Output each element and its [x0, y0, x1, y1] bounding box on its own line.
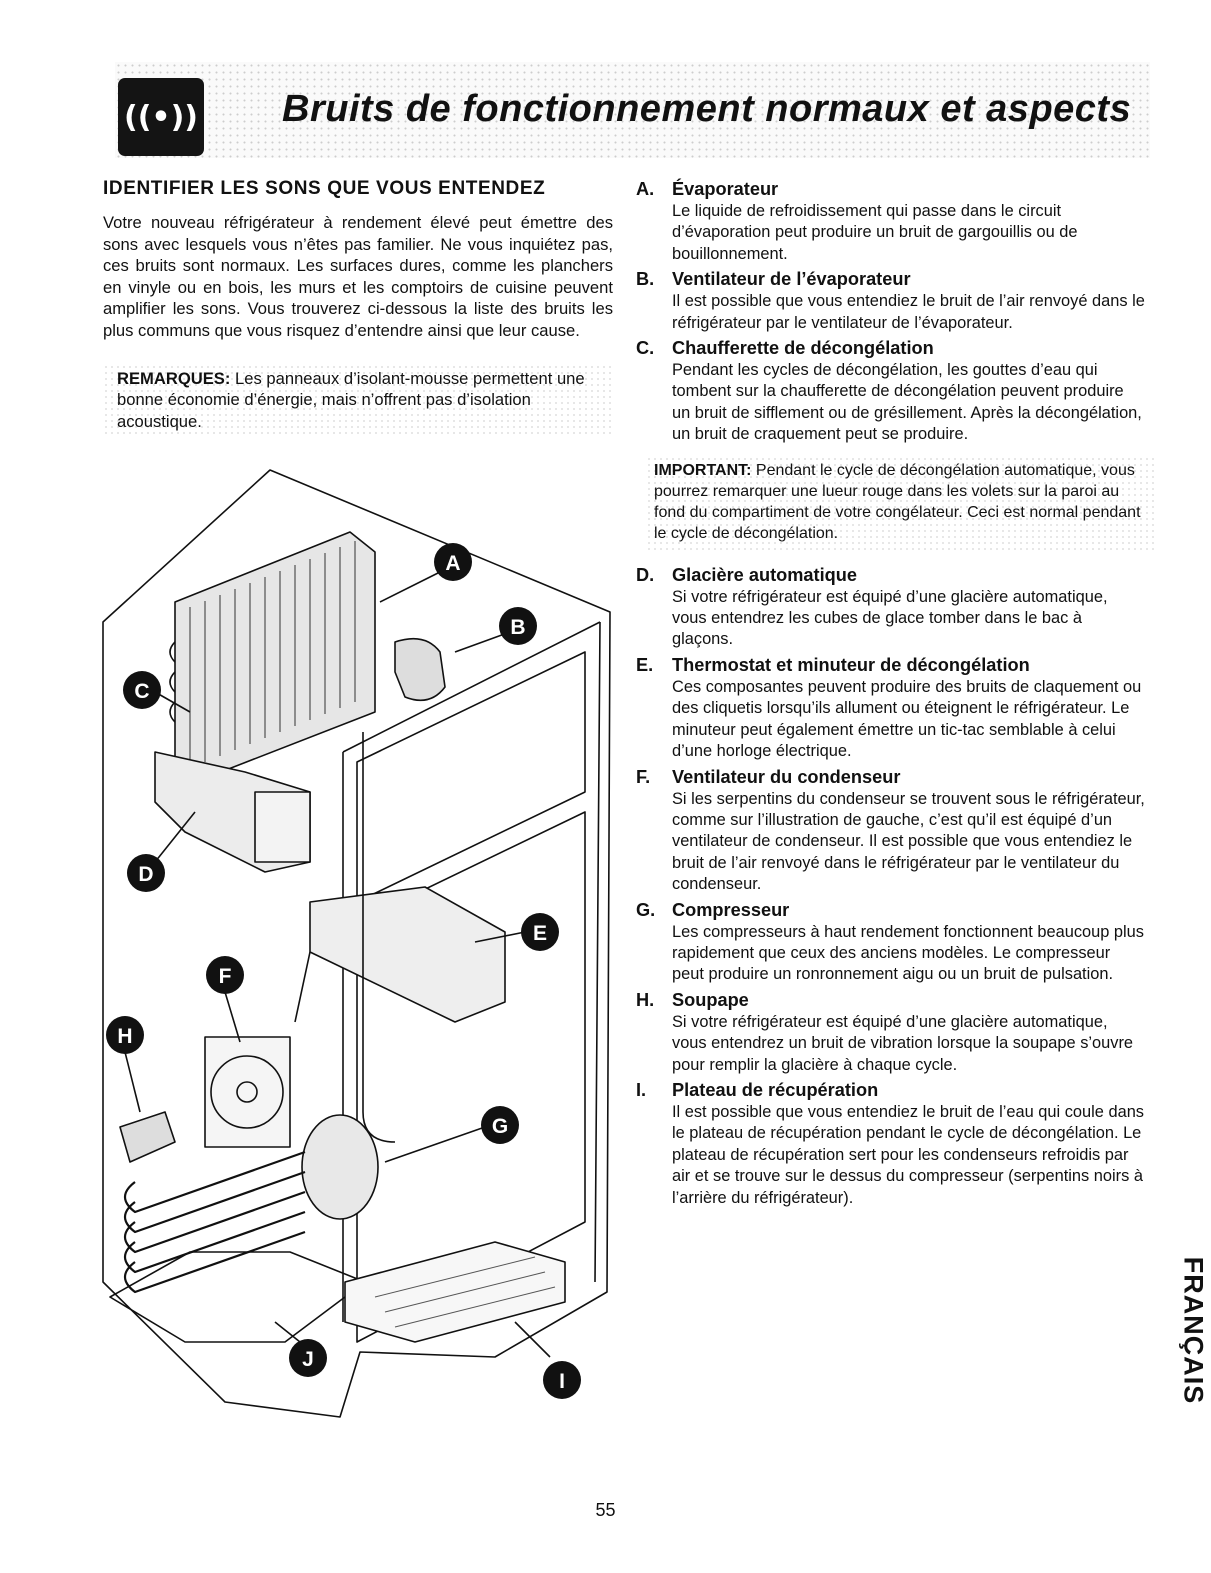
entry-text: Il est possible que vous entendiez le bruit de l’eau qui coule dans le plateau de récupération pendant le cycle de décongélation. Le plateau de récupération sert pour les condenseurs refroidis par air et se trouve sur le dessus du compresseur (serpentins noirs à l’arrière du réfrigérateur).	[672, 1102, 1144, 1207]
leader-a	[380, 572, 440, 602]
callout-j	[289, 1339, 327, 1377]
important-text: Pendant le cycle de décongélation automatique, vous pourrez remarquer une lueur rouge dans les volets sur la paroi au fond du compartiment de votre congélateur. Ceci est normal pendant le cycle de décongélation.	[654, 461, 1141, 542]
intro-paragraph: Votre nouveau réfrigérateur à rendement élevé peut émettre des sons avec lesquels vous n’êtes pas familier. Ne vous inquiétez pas, ces bruits sont normaux. Les surfaces dures, comme les planchers en vinyle ou en bois, les murs et les comptoirs de cuisine peuvent amplifier les sons. Vous trouverez ci-dessous la liste des bruits les plus communs que vous risquez d’entendre ainsi que leur cause.	[103, 213, 613, 340]
right-column	[636, 178, 1146, 1212]
entry-ice-maker	[636, 564, 1146, 651]
entry-text: Si votre réfrigérateur est équipé d’une glacière automatique, vous entendrez un bruit de vibration lorsque la soupape s’ouvre pour remplir la glacière à chaque cycle.	[672, 1012, 1134, 1074]
entry-valve	[636, 989, 1146, 1076]
callout-b	[499, 607, 537, 645]
svg-text:F: F	[218, 965, 232, 988]
entry-evaporator-fan	[636, 268, 1146, 334]
remarks-label: REMARQUES:	[117, 368, 231, 388]
svg-text:B: B	[510, 616, 526, 639]
svg-text:I: I	[559, 1370, 565, 1393]
important-label: IMPORTANT:	[654, 461, 752, 479]
entry-condenser-fan	[636, 766, 1146, 896]
entry-letter: I.	[636, 1079, 647, 1100]
entry-evaporator	[636, 178, 1146, 265]
left-column	[103, 178, 613, 438]
callout-f	[206, 956, 244, 994]
section-heading: IDENTIFIER LES SONS QUE VOUS ENTENDEZ	[103, 178, 546, 199]
leader-j	[275, 1322, 300, 1342]
base-plate	[110, 1252, 365, 1342]
callout-g	[481, 1106, 519, 1144]
entry-letter: C.	[636, 338, 655, 359]
entry-letter: A.	[636, 179, 655, 199]
callout-a	[434, 543, 472, 581]
leader-h	[125, 1052, 140, 1112]
evaporator-fan	[395, 639, 445, 701]
page-number: 55	[595, 1500, 616, 1520]
entry-letter: F.	[636, 766, 651, 787]
entry-thermostat	[636, 654, 1146, 763]
entry-title: Glacière automatique	[672, 564, 857, 585]
entry-text: Si votre réfrigérateur est équipé d’une glacière automatique, vous entendrez les cubes de glace tomber dans le bac à glaçons.	[672, 587, 1108, 649]
drain-pan	[345, 1242, 565, 1342]
entry-letter: G.	[636, 899, 656, 920]
condenser-fan	[205, 1037, 290, 1147]
entry-defrost-heater	[636, 337, 1146, 446]
entry-letter: E.	[636, 654, 654, 675]
entry-title: Chaufferette de décongélation	[672, 338, 934, 359]
compressor	[302, 1115, 378, 1219]
water-valve	[120, 1112, 175, 1162]
entry-text: Il est possible que vous entendiez le bruit de l’air renvoyé dans le réfrigérateur par le ventilateur de l’évaporateur.	[672, 292, 1145, 332]
svg-text:D: D	[138, 863, 154, 886]
entry-letter: D.	[636, 564, 655, 585]
svg-text:H: H	[117, 1025, 133, 1048]
remarks-text: Les panneaux d’isolant-mousse permettent une bonne économie d’énergie, mais n’offrent pas d’isolation acoustique.	[117, 368, 585, 431]
page-title: Bruits de fonctionnement normaux et aspects	[282, 88, 1132, 130]
entry-title: Ventilateur du condenseur	[672, 766, 901, 787]
entry-title: Compresseur	[672, 899, 790, 920]
svg-text:J: J	[302, 1348, 314, 1371]
svg-text:G: G	[491, 1115, 509, 1138]
entry-title: Plateau de récupération	[672, 1079, 879, 1100]
callout-d	[127, 854, 165, 892]
entry-text: Pendant les cycles de décongélation, les gouttes d’eau qui tombent sur la chaufferette de décongélation peuvent produire un bruit de sifflement ou de grésillement. Après la décongélation, un bruit de craquement peut se produire.	[672, 361, 1142, 444]
callout-c	[123, 671, 161, 709]
entry-text: Les compresseurs à haut rendement fonctionnent beaucoup plus rapidement que ceux des anciens modèles. Le compresseur peut produire un ronronnement aigu ou un bruit de pulsation.	[672, 922, 1144, 984]
entry-letter: B.	[636, 269, 655, 290]
svg-text:E: E	[532, 922, 548, 945]
thermostat-housing	[310, 887, 505, 1022]
entry-title: Ventilateur de l’évaporateur	[672, 269, 911, 290]
sound-waves-icon	[118, 78, 204, 156]
entry-drain-pan	[636, 1079, 1146, 1209]
svg-text:A: A	[445, 552, 461, 575]
entry-text: Ces composantes peuvent produire des bruits de claquement ou des cliquetis lorsqu’ils allument ou éteignent le réfrigérateur. Le minuteur peut également émettre un tic-tac semblable à celui d’une horloge électrique.	[672, 677, 1142, 761]
condenser-coils	[125, 1152, 305, 1292]
language-label-text: FRANÇAIS	[1178, 1256, 1209, 1404]
sound-waves-glyph: ((•))	[123, 99, 199, 135]
language-side-label	[1178, 1235, 1208, 1425]
freezer-compartment	[357, 652, 585, 902]
entry-text: Le liquide de refroidissement qui passe dans le circuit d’évaporation peut produire un bruit de gargouillis ou de bouillonnement.	[672, 202, 1078, 263]
entry-title: Soupape	[672, 989, 749, 1010]
entry-compressor	[636, 899, 1146, 986]
svg-text:C: C	[134, 680, 150, 703]
callout-i	[543, 1361, 581, 1399]
entry-title: Évaporateur	[672, 179, 779, 199]
leader-f	[225, 992, 240, 1042]
entry-title: Thermostat et minuteur de décongélation	[672, 654, 1030, 675]
leader-g	[385, 1127, 485, 1162]
callout-e	[521, 913, 559, 951]
important-note	[646, 456, 1158, 550]
refrigerator-diagram	[95, 462, 625, 1422]
remarks-note	[103, 364, 613, 439]
entry-letter: H.	[636, 989, 655, 1010]
callout-h	[106, 1016, 144, 1054]
entry-text: Si les serpentins du condenseur se trouvent sous le réfrigérateur, comme sur l’illustration de gauche, c’est qu’il est équipé d’un ventilateur de condenseur. Il est possible que vous entendiez le bruit de l’air renvoyé dans le réfrigérateur par le ventilateur du condenseur.	[672, 789, 1145, 894]
